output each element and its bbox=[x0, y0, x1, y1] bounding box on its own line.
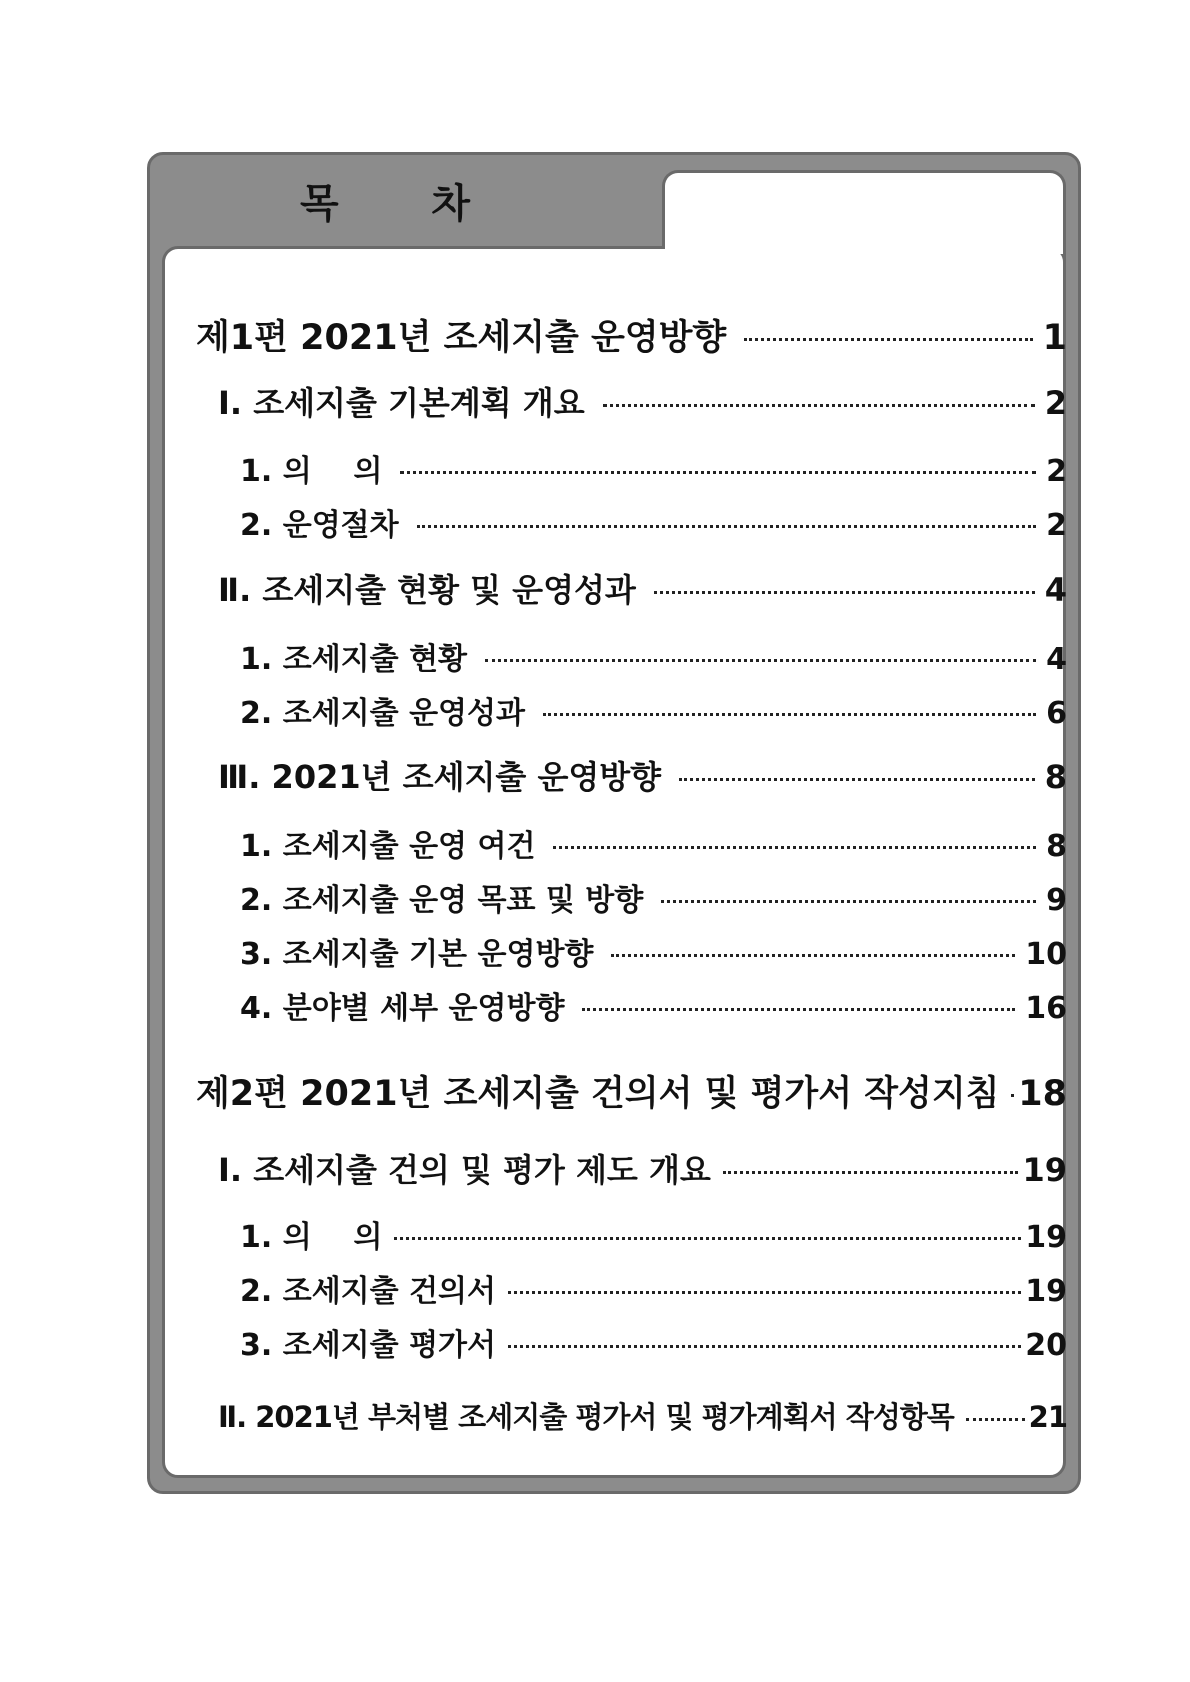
toc-leader bbox=[582, 1008, 1015, 1011]
toc-label: Ⅰ. 조세지출 기본계획 개요 bbox=[218, 384, 585, 422]
toc-page-number: 16 bbox=[1025, 991, 1067, 1026]
toc-label: 1. 의 의 bbox=[240, 454, 383, 489]
toc-leader bbox=[966, 1418, 1025, 1421]
toc-label: Ⅲ. 2021년 조세지출 운영방향 bbox=[218, 758, 662, 796]
toc-page-number: 8 bbox=[1046, 829, 1067, 864]
toc-label: 3. 조세지출 평가서 bbox=[240, 1328, 497, 1363]
toc-section-1-2-2[interactable] bbox=[240, 688, 1067, 732]
toc-leader bbox=[744, 338, 1032, 341]
toc-chapter-1-1[interactable] bbox=[218, 378, 1067, 424]
toc-label: 3. 조세지출 기본 운영방향 bbox=[240, 937, 594, 972]
toc-section-1-1-2[interactable] bbox=[240, 500, 1067, 544]
toc-section-1-3-3[interactable] bbox=[240, 929, 1067, 973]
toc-label: 제1편 2021년 조세지출 운영방향 bbox=[196, 318, 727, 358]
toc-page-number: 21 bbox=[1028, 1400, 1067, 1434]
toc-leader bbox=[611, 954, 1015, 957]
toc-chapter-1-2[interactable] bbox=[218, 565, 1067, 611]
toc-page-number: 9 bbox=[1046, 883, 1067, 918]
toc-section-1-3-2[interactable] bbox=[240, 875, 1067, 919]
toc-leader bbox=[654, 591, 1035, 594]
toc-page-number: 4 bbox=[1046, 642, 1067, 677]
toc-section-2-1-1[interactable] bbox=[240, 1212, 1067, 1256]
panel-seam bbox=[665, 240, 1063, 254]
toc-label: Ⅱ. 조세지출 현황 및 운영성과 bbox=[218, 571, 636, 609]
toc-leader bbox=[394, 1237, 1021, 1240]
toc-label: 1. 조세지출 운영 여건 bbox=[240, 829, 536, 864]
toc-leader bbox=[723, 1171, 1019, 1174]
toc-page-number: 4 bbox=[1044, 571, 1067, 609]
toc-label: 2. 조세지출 건의서 bbox=[240, 1274, 497, 1309]
toc-leader bbox=[508, 1345, 1021, 1348]
toc-label: 1. 의 의 bbox=[240, 1220, 383, 1255]
toc-leader bbox=[543, 713, 1036, 716]
toc-chapter-2-1[interactable] bbox=[218, 1145, 1067, 1191]
toc-page-number: 8 bbox=[1044, 758, 1067, 796]
toc-leader bbox=[400, 471, 1036, 474]
toc-section-1-1-1[interactable] bbox=[240, 446, 1067, 490]
toc-label: 2. 조세지출 운영성과 bbox=[240, 696, 525, 731]
toc-leader bbox=[417, 525, 1036, 528]
toc-label: 2. 운영절차 bbox=[240, 508, 399, 543]
toc-section-2-1-2[interactable] bbox=[240, 1266, 1067, 1310]
toc-leader bbox=[485, 659, 1036, 662]
page-title bbox=[300, 170, 470, 230]
toc-label: Ⅱ. 2021년 부처별 조세지출 평가서 및 평가계획서 작성항목 bbox=[218, 1400, 954, 1434]
toc-page-number: 2 bbox=[1046, 508, 1067, 543]
toc-leader bbox=[553, 846, 1036, 849]
toc-leader bbox=[508, 1291, 1021, 1294]
toc-section-1-3-1[interactable] bbox=[240, 821, 1067, 865]
toc-label: 2. 조세지출 운영 목표 및 방향 bbox=[240, 883, 644, 918]
toc-page-number: 19 bbox=[1025, 1274, 1067, 1309]
toc-section-1-2-1[interactable] bbox=[240, 634, 1067, 678]
toc-leader bbox=[603, 404, 1035, 407]
toc-page-number: 10 bbox=[1025, 937, 1067, 972]
toc-label: 1. 조세지출 현황 bbox=[240, 642, 468, 677]
page-title-char-2: 차 bbox=[431, 180, 470, 227]
toc-page-number: 18 bbox=[1018, 1074, 1067, 1114]
toc-leader bbox=[679, 778, 1035, 781]
toc-part-2[interactable] bbox=[196, 1066, 1067, 1116]
toc-page-number: 2 bbox=[1044, 384, 1067, 422]
toc-label: Ⅰ. 조세지출 건의 및 평가 제도 개요 bbox=[218, 1151, 711, 1189]
toc-label: 4. 분야별 세부 운영방향 bbox=[240, 991, 565, 1026]
toc-chapter-2-2[interactable] bbox=[218, 1395, 1067, 1436]
toc-page-number: 2 bbox=[1046, 454, 1067, 489]
toc-chapter-1-3[interactable] bbox=[218, 752, 1067, 798]
toc-leader bbox=[1011, 1094, 1014, 1097]
toc-section-1-3-4[interactable] bbox=[240, 983, 1067, 1027]
toc-page-number: 1 bbox=[1042, 318, 1067, 358]
toc-page-number: 19 bbox=[1025, 1220, 1067, 1255]
toc-leader bbox=[661, 900, 1036, 903]
toc-label: 제2편 2021년 조세지출 건의서 및 평가서 작성지침 bbox=[196, 1074, 1000, 1114]
page-title-char-1: 목 bbox=[300, 180, 339, 227]
toc-page-number: 19 bbox=[1022, 1151, 1067, 1189]
toc-page-number: 20 bbox=[1025, 1328, 1067, 1363]
toc-part-1[interactable] bbox=[196, 310, 1067, 360]
toc-section-2-1-3[interactable] bbox=[240, 1320, 1067, 1364]
toc-page-number: 6 bbox=[1046, 696, 1067, 731]
